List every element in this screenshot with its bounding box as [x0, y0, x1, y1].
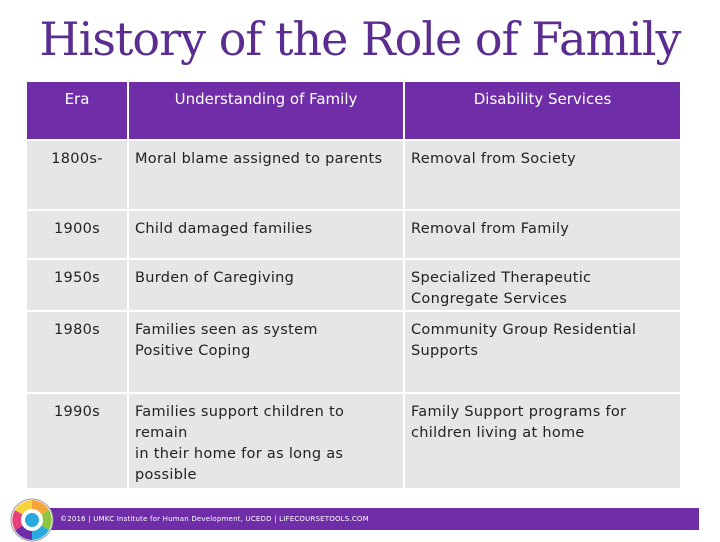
- footer-text: ©2016 | UMKC Institute for Human Development, UCEDD | LIFECOURSETOOLS.COM: [60, 515, 369, 523]
- era-cell: 1950s: [27, 259, 128, 311]
- services-cell: [404, 259, 680, 311]
- services-text: Family Support programs for: [411, 404, 627, 420]
- understanding-text: Positive Coping: [135, 343, 251, 359]
- era-cell: 1800s-: [27, 140, 128, 210]
- services-cell: [404, 210, 680, 259]
- table-row: [27, 259, 680, 311]
- era-cell: 1900s: [27, 210, 128, 259]
- understanding-cell: [128, 393, 404, 488]
- services-cell: [404, 393, 680, 488]
- header-era: Era: [27, 82, 128, 140]
- table-header-row: [27, 82, 680, 140]
- services-cell: [404, 311, 680, 393]
- table-row: [27, 210, 680, 259]
- understanding-cell: [128, 259, 404, 311]
- understanding-text: Burden of Caregiving: [135, 270, 295, 286]
- understanding-text: Child damaged families: [135, 221, 313, 237]
- table-row: [27, 311, 680, 393]
- table-row: [27, 393, 680, 488]
- footer-bar: [48, 508, 699, 530]
- services-text: Removal from Society: [411, 151, 577, 167]
- understanding-cell: [128, 311, 404, 393]
- era-cell: 1980s: [27, 311, 128, 393]
- services-text: Supports: [411, 343, 479, 359]
- table-row: [27, 140, 680, 210]
- services-text: Congregate Services: [411, 291, 568, 307]
- era-cell: 1990s: [27, 393, 128, 488]
- lifecourse-logo-icon: [10, 498, 54, 542]
- history-table: [27, 82, 680, 488]
- understanding-cell: [128, 140, 404, 210]
- understanding-text: Families seen as system: [135, 322, 318, 338]
- services-text: children living at home: [411, 425, 585, 441]
- services-cell: [404, 140, 680, 210]
- header-understanding: Understanding of Family: [128, 82, 404, 140]
- understanding-text: Moral blame assigned to parents: [135, 151, 383, 167]
- services-text: Specialized Therapeutic: [411, 270, 592, 286]
- services-text: Removal from Family: [411, 221, 570, 237]
- understanding-text: in their home for as long as possible: [135, 446, 344, 483]
- services-text: Community Group Residential: [411, 322, 637, 338]
- understanding-text: Families support children to remain: [135, 404, 345, 441]
- header-services: Disability Services: [404, 82, 680, 140]
- page-title: History of the Role of Family: [39, 12, 681, 66]
- understanding-cell: [128, 210, 404, 259]
